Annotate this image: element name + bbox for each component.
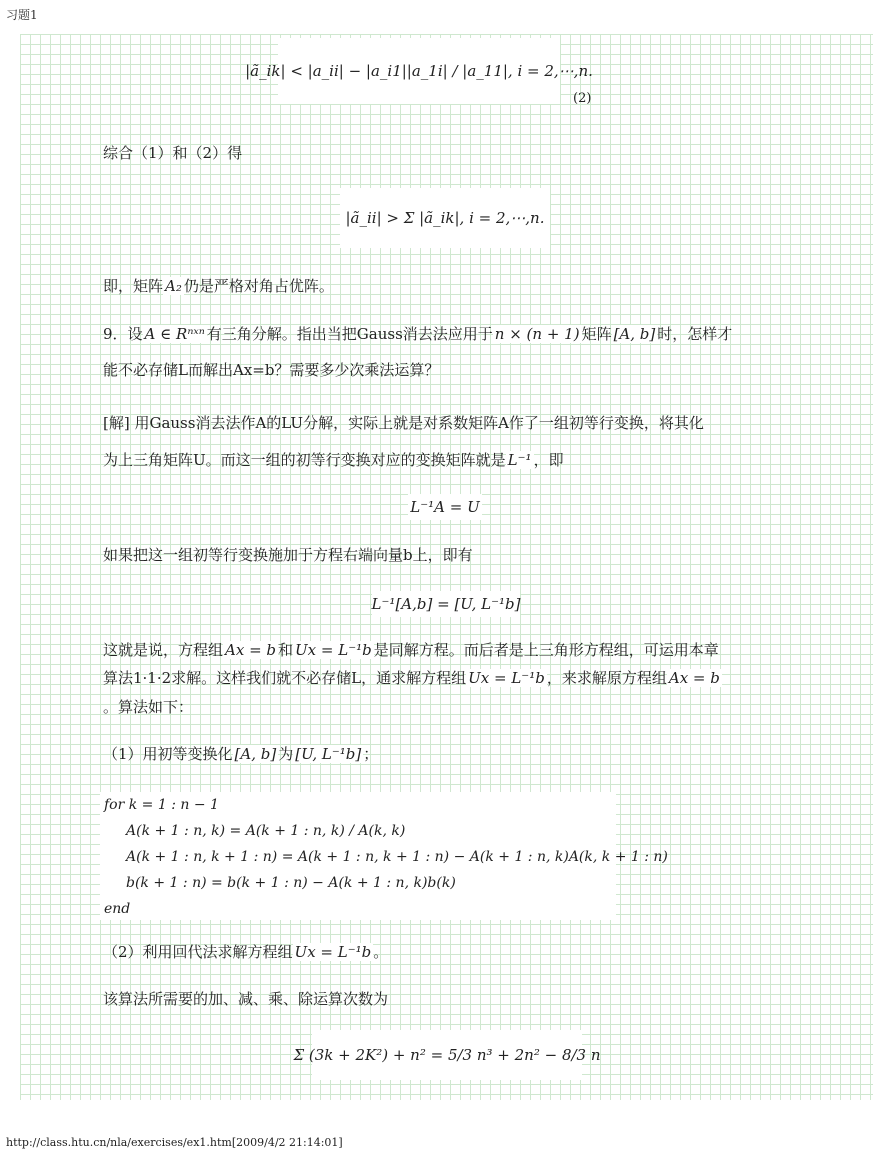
solution-line1: [解] 用Gauss消去法作A的LU分解，实际上就是对系数矩阵A作了一组初等行变换，将其化 bbox=[103, 414, 704, 432]
text-combine: 综合（1）和（2）得 bbox=[103, 144, 243, 162]
question-9-line1 bbox=[103, 324, 732, 344]
alg-ref-symbol-2: Ax = b bbox=[668, 669, 720, 687]
question-9-line2: 能不必存储L而解出Ax=b？需要多少次乘法运算？ bbox=[103, 361, 440, 379]
algorithm-line-1: for k = 1 : n − 1 bbox=[104, 797, 219, 813]
means-b: 和 bbox=[278, 641, 294, 659]
text-operation-count: 该算法所需要的加、减、乘、除运算次数为 bbox=[103, 990, 389, 1008]
equation-count bbox=[293, 1030, 601, 1080]
means-symbol-2: Ux = L⁻¹b bbox=[295, 641, 372, 659]
q9-mid2: 矩阵 bbox=[581, 325, 612, 343]
step2-symbol: Ux = L⁻¹b bbox=[294, 943, 372, 961]
equation-aug bbox=[372, 591, 520, 617]
solution-line2-b: ，即 bbox=[533, 451, 564, 469]
step1-symbol-2: [U, L⁻¹b] bbox=[295, 745, 362, 763]
q9-symbol-1: A ∈ Rⁿˣⁿ bbox=[144, 325, 205, 343]
page-title: 习题1 bbox=[6, 8, 38, 22]
conclusion-part-b: 仍是严格对角占优阵。 bbox=[183, 277, 334, 295]
equation-number: (2) bbox=[573, 91, 592, 106]
q9-prefix: 9．设 bbox=[103, 325, 143, 343]
equation-lu-text: L⁻¹A = U bbox=[410, 498, 480, 516]
q9-symbol-2: n × (n + 1) bbox=[494, 325, 580, 343]
algorithm-line-5: end bbox=[104, 901, 131, 917]
alg-ref-b: ，来求解原方程组 bbox=[546, 669, 667, 687]
step2-b: 。 bbox=[373, 943, 389, 961]
equation-combined bbox=[340, 188, 550, 248]
step-2 bbox=[103, 942, 388, 962]
step1-c: ； bbox=[363, 745, 379, 763]
text-apply: 如果把这一组初等行变换施加于方程右端向量b上，即有 bbox=[103, 546, 473, 564]
algorithm-line-3: A(k + 1 : n, k + 1 : n) = A(k + 1 : n, k + 1 : n) − A(k + 1 : n, k)A(k, k + 1 : n) bbox=[126, 849, 668, 865]
means-symbol-1: Ax = b bbox=[225, 641, 277, 659]
step2-a: （2）利用回代法求解方程组 bbox=[103, 943, 293, 961]
text-means bbox=[103, 640, 719, 660]
means-c: 是同解方程。而后者是上三角形方程组，可运用本章 bbox=[373, 641, 719, 659]
alg-ref-symbol-1: Ux = L⁻¹b bbox=[468, 669, 545, 687]
text-algorithm-intro: 。算法如下： bbox=[103, 698, 194, 716]
equation-top-text: |ã_ik| < |a_ii| − |a_i1||a_1i| / |a_11|, i = 2,⋯,n. bbox=[245, 62, 593, 80]
conclusion-symbol: A₂ bbox=[165, 277, 182, 295]
algorithm-line-4: b(k + 1 : n) = b(k + 1 : n) − A(k + 1 : n, k)b(k) bbox=[126, 875, 456, 891]
step1-b: 为 bbox=[278, 745, 294, 763]
conclusion-part-a: 即，矩阵 bbox=[103, 277, 164, 295]
step1-symbol-1: [A, b] bbox=[234, 745, 277, 763]
source-url: http://class.htu.cn/nla/exercises/ex1.htm[2009/4/2 21:14:01] bbox=[6, 1136, 343, 1149]
text-algorithm-ref bbox=[103, 668, 722, 688]
step-1 bbox=[103, 744, 378, 764]
text-conclusion bbox=[103, 276, 334, 296]
solution-line2-a: 为上三角矩阵U。而这一组的初等行变换对应的变换矩阵就是 bbox=[103, 451, 506, 469]
equation-aug-text: L⁻¹[A,b] = [U, L⁻¹b] bbox=[371, 595, 521, 613]
algorithm-block bbox=[100, 792, 668, 920]
means-a: 这就是说，方程组 bbox=[103, 641, 224, 659]
equation-count-text: Σ (3k + 2K²) + n² = 5/3 n³ + 2n² − 8/3 n bbox=[293, 1046, 601, 1064]
solution-line2-symbol: L⁻¹ bbox=[507, 451, 532, 469]
solution-line2 bbox=[103, 450, 564, 470]
equation-top bbox=[245, 38, 593, 104]
equation-combined-text: |ã_ii| > Σ |ã_ik|, i = 2,⋯,n. bbox=[345, 209, 545, 227]
step1-a: （1）用初等变换化 bbox=[103, 745, 233, 763]
equation-lu bbox=[408, 494, 482, 520]
algorithm-line-2: A(k + 1 : n, k) = A(k + 1 : n, k) / A(k, k) bbox=[126, 823, 406, 839]
q9-mid: 有三角分解。指出当把Gauss消去法应用于 bbox=[206, 325, 493, 343]
alg-ref-a: 算法1·1·2求解。这样我们就不必存储L，通求解方程组 bbox=[103, 669, 467, 687]
q9-end: 时，怎样才 bbox=[657, 325, 733, 343]
q9-symbol-3: [A, b] bbox=[613, 325, 656, 343]
